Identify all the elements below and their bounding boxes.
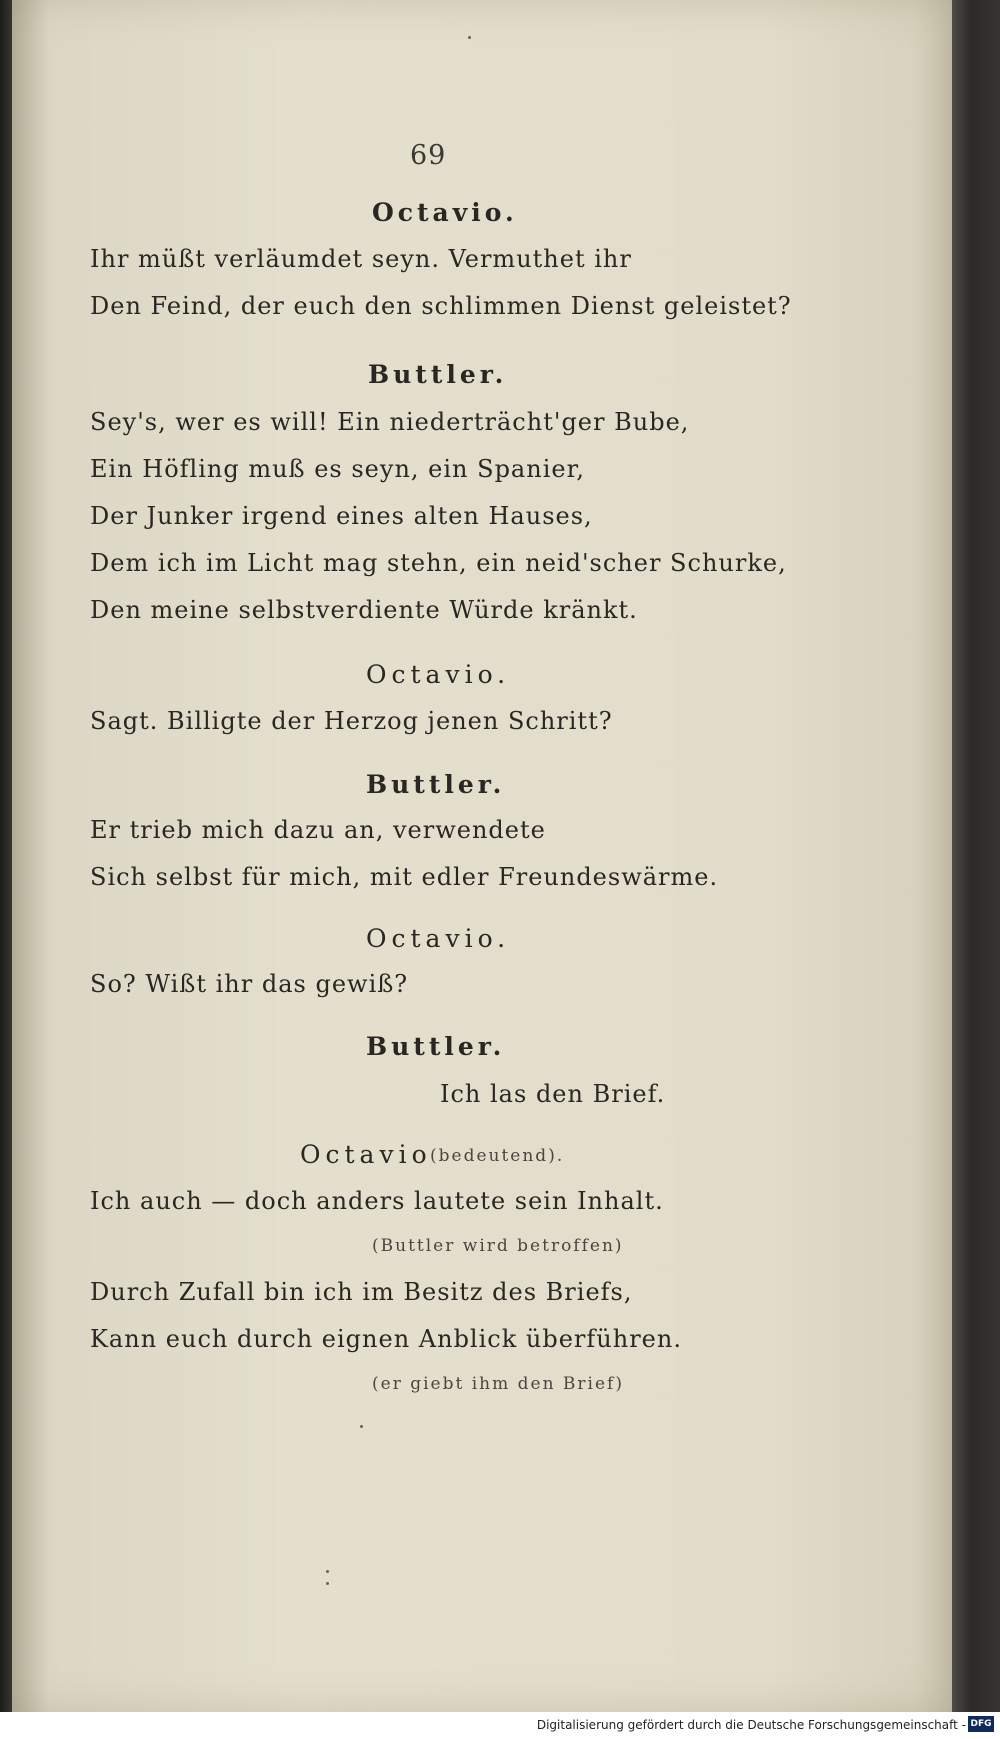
verse-line: Ich auch — doch anders lautete sein Inhalt.: [90, 1187, 664, 1215]
verse-line: Den Feind, der euch den schlimmen Dienst geleistet?: [90, 292, 792, 320]
verse-line: Sagt. Billigte der Herzog jenen Schritt?: [90, 707, 613, 735]
verse-line: Kann euch durch eignen Anblick überführen.: [90, 1325, 682, 1353]
speaker-name: Buttler.: [366, 1032, 506, 1061]
paper-speck: [360, 1425, 363, 1428]
paper-speck: [468, 36, 471, 39]
verse-line: Ihr müßt verläumdet seyn. Vermuthet ihr: [90, 245, 632, 273]
stage-direction: (Buttler wird betroffen): [372, 1236, 624, 1256]
speaker-name: Buttler.: [366, 770, 506, 799]
speaker-name: Buttler.: [368, 360, 508, 389]
verse-line: Der Junker irgend eines alten Hauses,: [90, 502, 593, 530]
dfg-logo-text: DFG: [970, 1719, 992, 1729]
speaker-name: Octavio.: [372, 198, 518, 227]
verse-line: So? Wißt ihr das gewiß?: [90, 970, 409, 998]
verse-line: Den meine selbstverdiente Würde kränkt.: [90, 596, 638, 624]
dfg-logo: [968, 1716, 994, 1732]
stage-direction: (er giebt ihm den Brief): [372, 1374, 624, 1394]
page-number: 69: [410, 140, 447, 171]
speaker-name: Octavio.: [366, 660, 511, 689]
digitization-credit: Digitalisierung gefördert durch die Deutsche Forschungsgemeinschaft -: [536, 1718, 966, 1732]
speaker-name: Octavio.: [366, 924, 511, 953]
paper-speck: [326, 1582, 329, 1585]
stage-direction: (bedeutend).: [430, 1146, 565, 1166]
paper-speck: [326, 1570, 329, 1573]
verse-line: Durch Zufall bin ich im Besitz des Briefs,: [90, 1278, 633, 1306]
verse-line: Sey's, wer es will! Ein niederträcht'ger Bube,: [90, 408, 690, 436]
verse-line: Er trieb mich dazu an, verwendete: [90, 816, 546, 844]
verse-line: Ich las den Brief.: [440, 1080, 666, 1108]
verse-line: Dem ich im Licht mag stehn, ein neid'scher Schurke,: [90, 549, 787, 577]
verse-line: Sich selbst für mich, mit edler Freundeswärme.: [90, 863, 719, 891]
verse-line: Ein Höfling muß es seyn, ein Spanier,: [90, 455, 586, 483]
speaker-name: Octavio: [300, 1140, 432, 1169]
page-right-edge: [952, 0, 1000, 1712]
